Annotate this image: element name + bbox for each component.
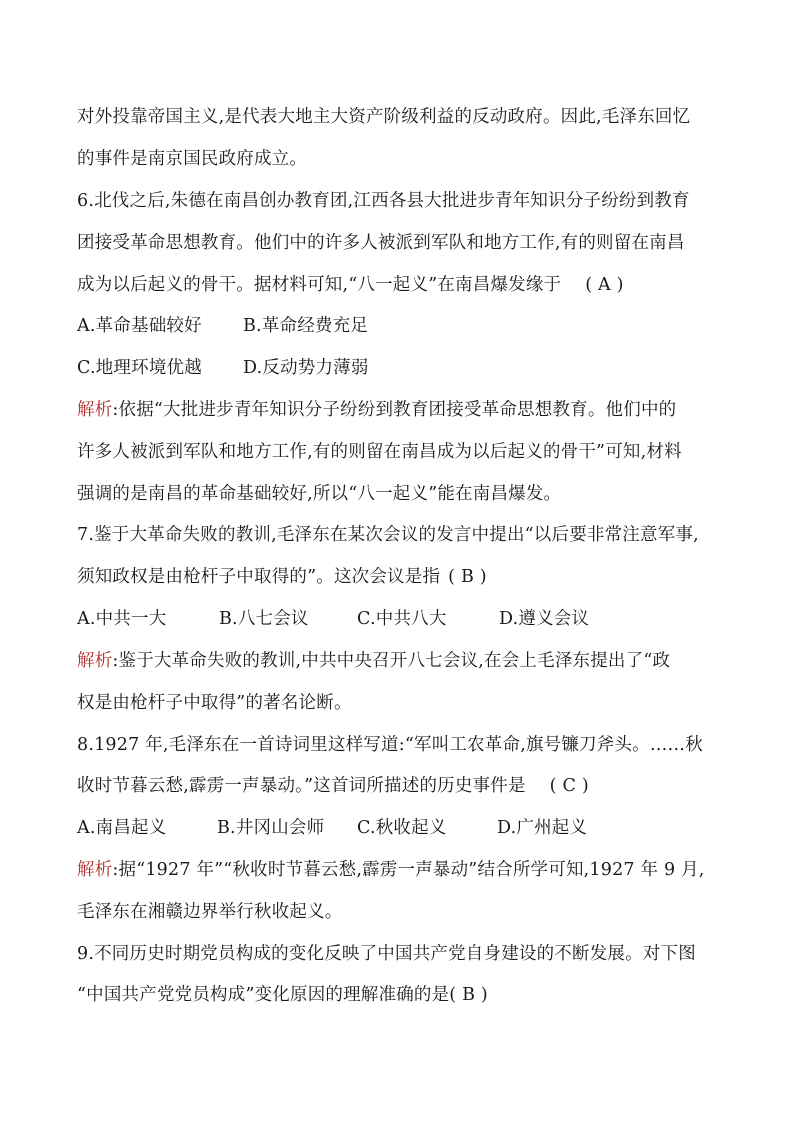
q6-analysis-line-2: 许多人被派到军队和地方工作,有的则留在南昌成为以后起义的骨干”可知,材料 — [77, 442, 682, 462]
q7-options-row — [77, 606, 589, 632]
q8-option-d: D.广州起义 — [497, 818, 588, 838]
q6-stem-line-3 — [77, 272, 624, 298]
intro-line-2: 的事件是南京国民政府成立。 — [77, 149, 308, 169]
q8-option-b: B.井冈山会师 — [217, 818, 325, 838]
q8-analysis-label: 解析 — [77, 860, 113, 880]
q8-option-a: A.南昌起义 — [77, 818, 167, 838]
q7-answer: ( B ) — [448, 567, 487, 587]
q9-answer: ( B ) — [449, 985, 488, 1005]
q6-analysis-label: 解析 — [77, 400, 113, 420]
q6-stem-line-1: 6.北伐之后,朱德在南昌创办教育团,江西各县大批进步青年知识分子纷纷到教育 — [77, 191, 690, 211]
q6-analysis-text: :依据“大批进步青年知识分子纷纷到教育团接受革命思想教育。他们中的 — [112, 400, 677, 420]
q8-options-row — [77, 815, 587, 841]
q7-option-a: A.中共一大 — [77, 609, 167, 629]
q6-analysis-line-3: 强调的是南昌的革命基础较好,所以“八一起义”能在南昌爆发。 — [77, 484, 562, 504]
q6-analysis-line-1 — [77, 397, 676, 423]
q7-analysis-line-1 — [77, 648, 670, 674]
q6-options-row-2 — [77, 355, 369, 381]
q7-analysis-text: :鉴于大革命失败的教训,中共中央召开八七会议,在会上毛泽东提出了“政 — [112, 651, 671, 671]
q6-option-b: B.革命经费充足 — [243, 316, 369, 336]
q6-option-c: C.地理环境优越 — [77, 358, 202, 378]
q8-answer: ( C ) — [549, 776, 589, 796]
q8-analysis-text: :据“1927 年”“秋收时节暮云愁,霹雳一声暴动”结合所学可知,1927 年 9 月, — [112, 860, 705, 880]
q8-analysis-line-1 — [77, 857, 705, 883]
q6-stem-text: 成为以后起义的骨干。据材料可知,“八一起义”在南昌爆发缘于 — [77, 275, 562, 295]
q9-stem-text: “中国共产党党员构成”变化原因的理解准确的是 — [77, 985, 450, 1005]
q7-analysis-label: 解析 — [77, 651, 113, 671]
q8-stem-line-2 — [77, 773, 589, 799]
q7-option-b: B.八七会议 — [219, 609, 309, 629]
q6-option-d: D.反动势力薄弱 — [243, 358, 369, 378]
q7-option-d: D.遵义会议 — [499, 609, 590, 629]
q9-stem-line-1: 9.不同历史时期党员构成的变化反映了中国共产党自身建设的不断发展。对下图 — [77, 944, 696, 964]
q8-stem-line-1: 8.1927 年,毛泽东在一首诗词里这样写道:“军叫工农革命,旗号镰刀斧头。……秋 — [77, 735, 703, 755]
q8-stem-text: 收时节暮云愁,霹雳一声暴动。”这首词所描述的历史事件是 — [77, 776, 526, 796]
q6-option-a: A.革命基础较好 — [77, 316, 202, 336]
q7-stem-line-1: 7.鉴于大革命失败的教训,毛泽东在某次会议的发言中提出“以后要非常注意军事, — [77, 525, 699, 545]
q7-stem-text: 须知政权是由枪杆子中取得的”。这次会议是指 — [77, 567, 441, 587]
q7-analysis-line-2: 权是由枪杆子中取得”的著名论断。 — [77, 693, 352, 713]
q9-stem-line-2 — [77, 982, 488, 1008]
q7-stem-line-2 — [77, 564, 487, 590]
q6-answer: ( A ) — [585, 275, 624, 295]
q8-option-c: C.秋收起义 — [357, 818, 447, 838]
q7-option-c: C.中共八大 — [357, 609, 447, 629]
intro-line-1: 对外投靠帝国主义,是代表大地主大资产阶级利益的反动政府。因此,毛泽东回忆 — [77, 107, 691, 127]
q6-stem-line-2: 团接受革命思想教育。他们中的许多人被派到军队和地方工作,有的则留在南昌 — [77, 233, 685, 253]
q6-options-row-1 — [77, 313, 368, 339]
q8-analysis-line-2: 毛泽东在湘赣边界举行秋收起义。 — [77, 902, 343, 922]
